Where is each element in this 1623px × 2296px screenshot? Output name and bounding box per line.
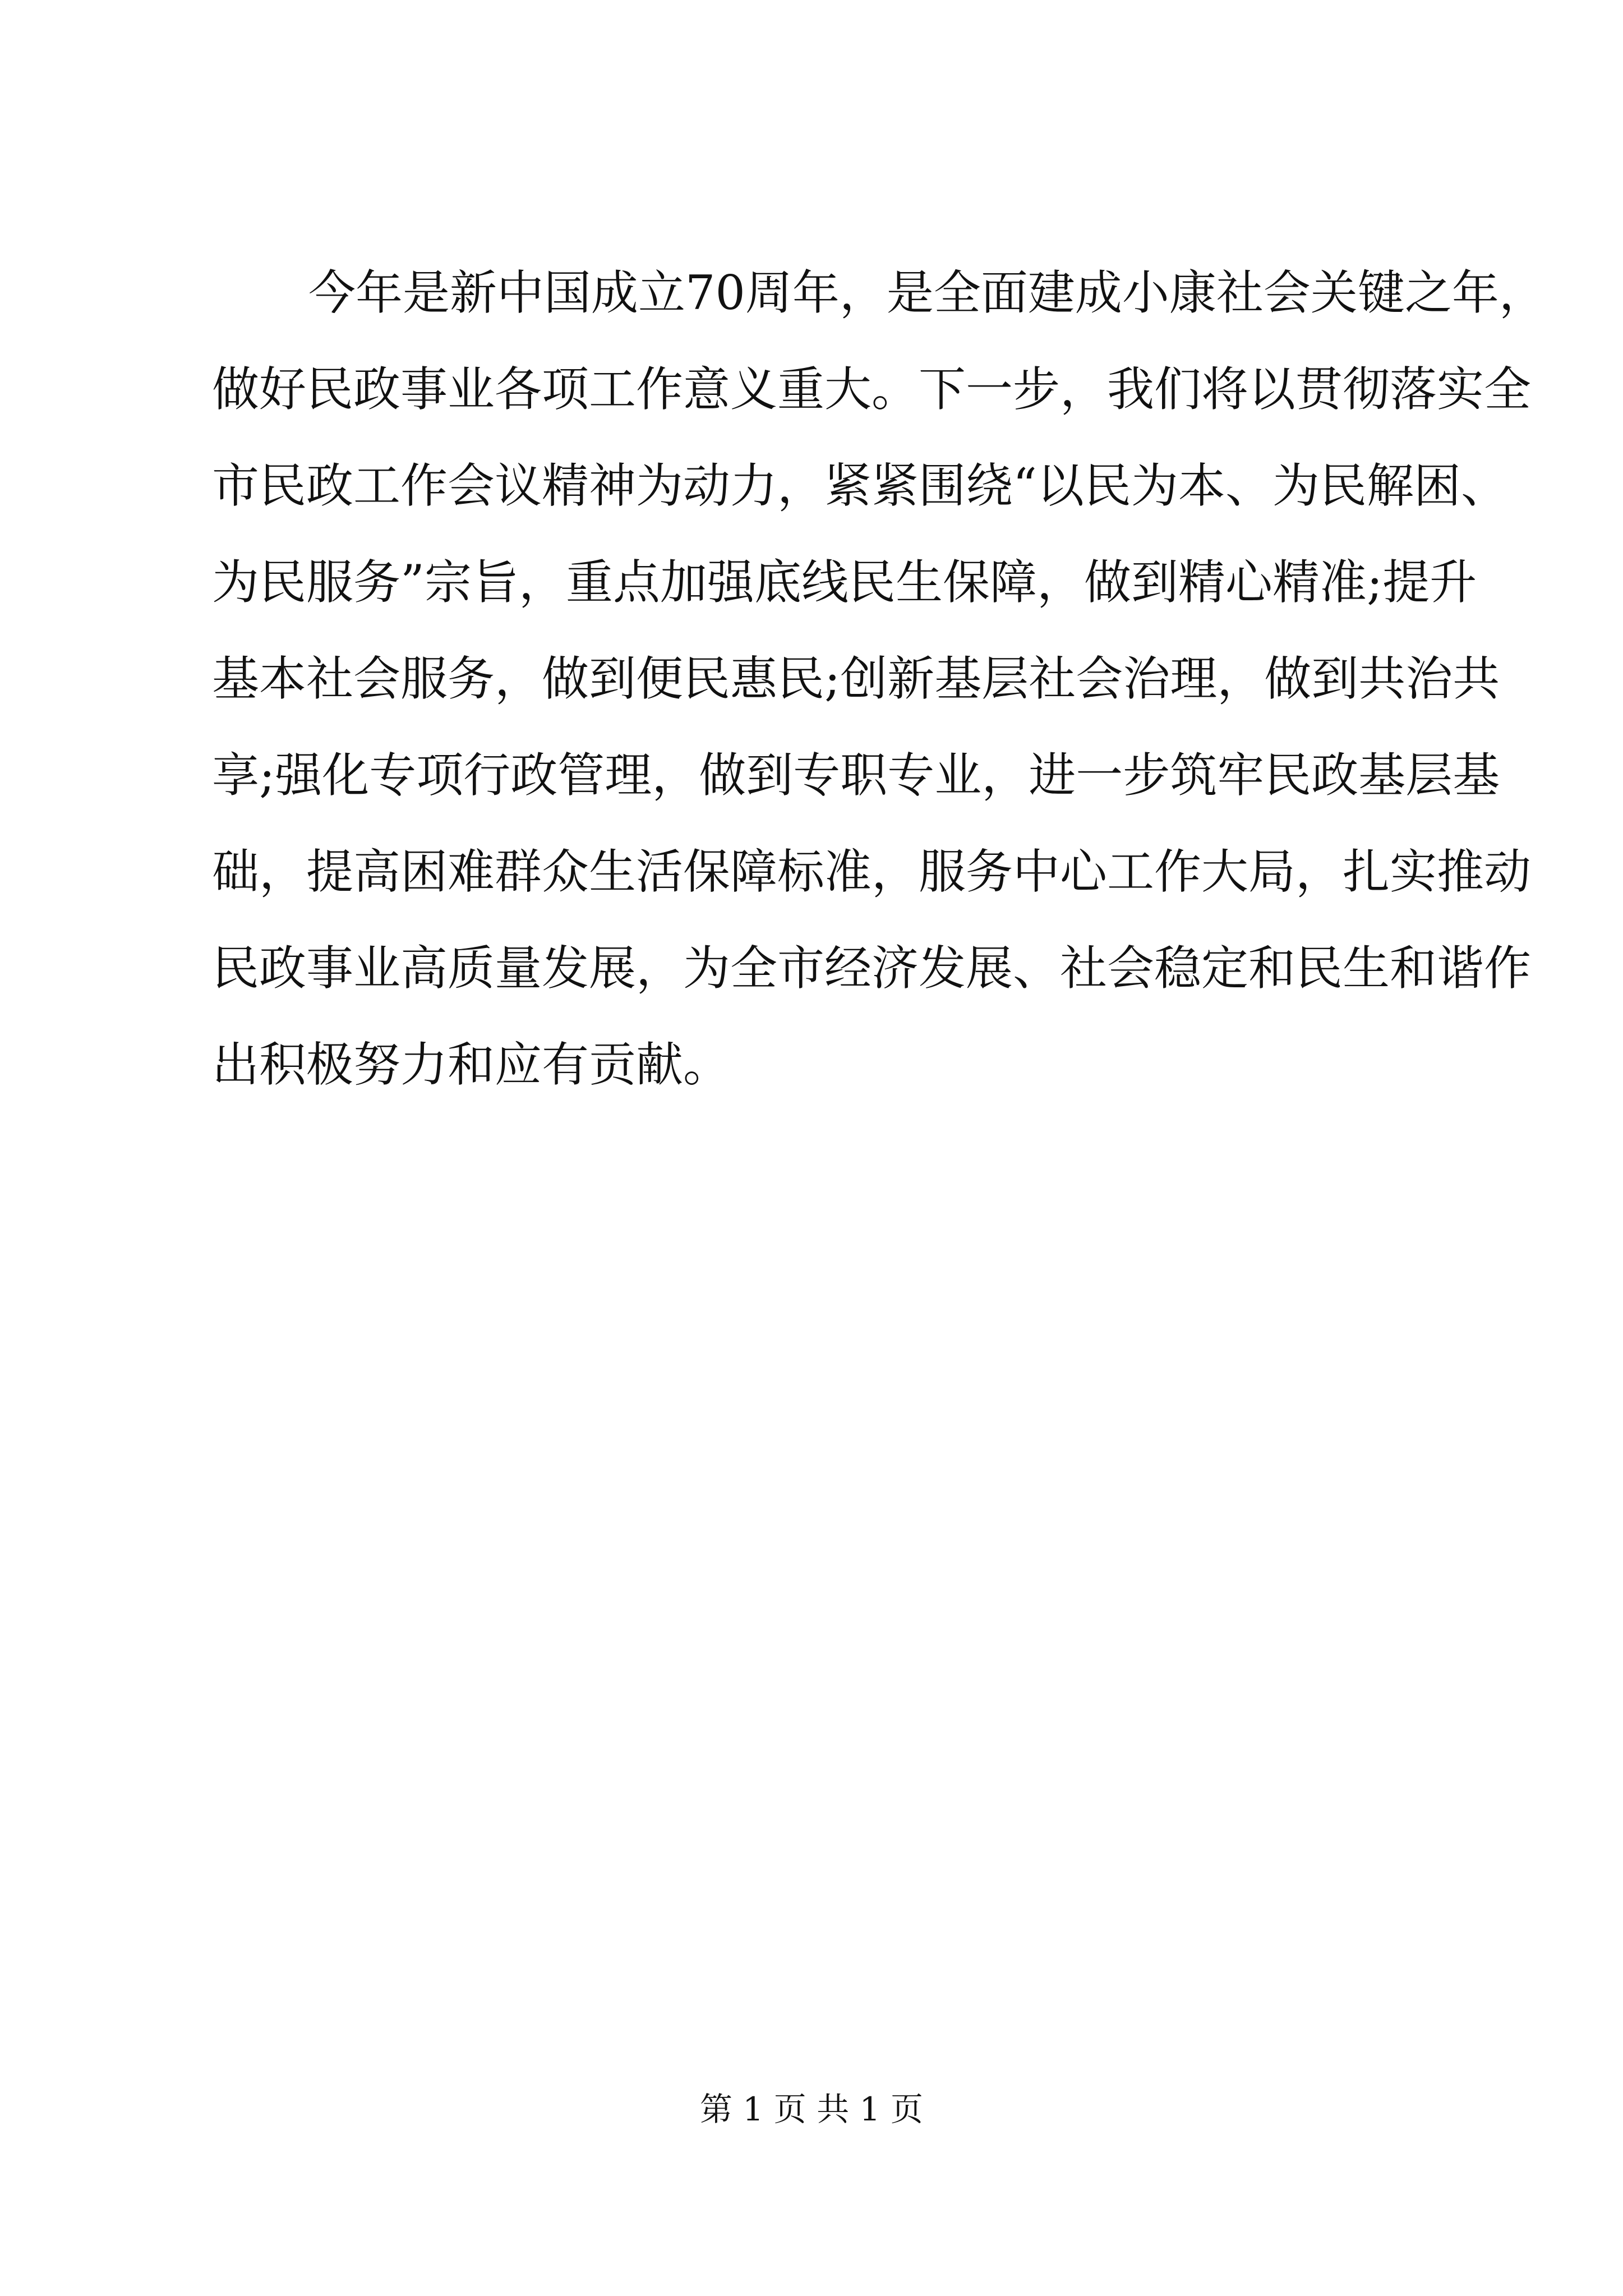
paragraph-line: 基本社会服务，做到便民惠民;创新基层社会治理，做到共治共 xyxy=(212,651,1500,706)
paragraph-line: 做好民政事业各项工作意义重大。下一步，我们将以贯彻落实全 xyxy=(212,362,1532,417)
body-paragraph xyxy=(212,245,1546,1113)
paragraph-line: 今年是新中国成立70周年，是全面建成小康社会关键之年， xyxy=(308,265,1546,320)
paragraph-line: 础，提高困难群众生活保障标准，服务中心工作大局，扎实推动 xyxy=(212,844,1532,899)
paragraph-line: 市民政工作会议精神为动力，紧紧围绕“以民为本、为民解困、 xyxy=(212,458,1508,513)
paragraph-line: 享;强化专项行政管理，做到专职专业，进一步筑牢民政基层基 xyxy=(212,748,1500,803)
paragraph-line: 出积极努力和应有贡献。 xyxy=(212,1037,731,1092)
paragraph-line: 为民服务”宗旨，重点加强底线民生保障，做到精心精准;提升 xyxy=(212,555,1477,610)
page-footer: 第 1 页 共 1 页 xyxy=(700,2090,923,2128)
paragraph-line: 民政事业高质量发展，为全市经济发展、社会稳定和民生和谐作 xyxy=(212,941,1532,996)
